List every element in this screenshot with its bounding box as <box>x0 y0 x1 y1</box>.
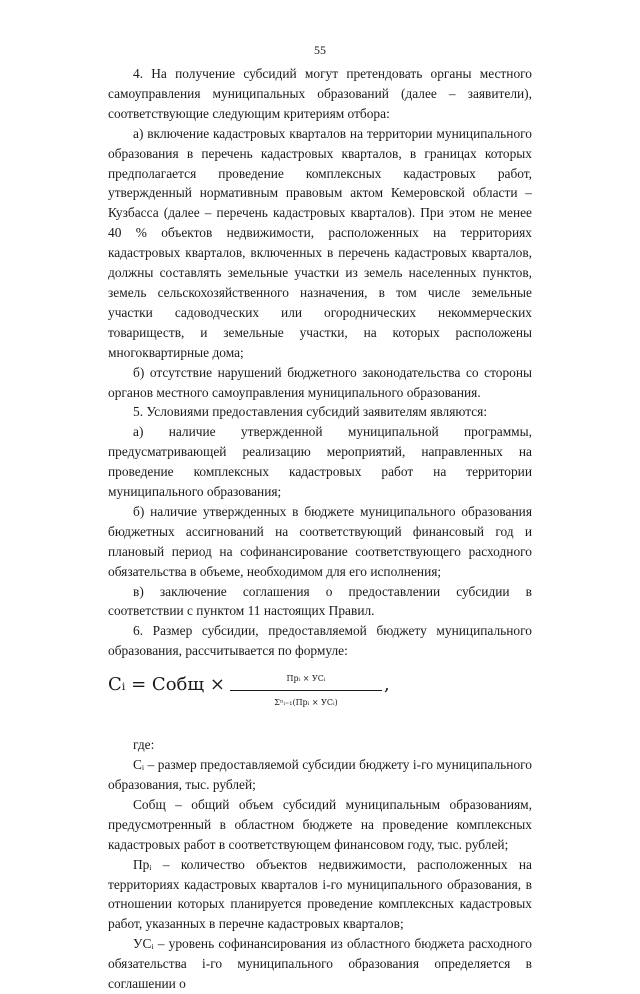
paragraph-5: 5. Условиями предоставления субсидий заявителям являются: <box>133 404 488 420</box>
document-body <box>108 64 532 994</box>
paragraph-5a: а) наличие утвержденной муниципальной программы, предусматривающей реализацию мероприятий, направленных на проведение комплексных кадастровых работ на территории муниципального образования; <box>108 424 532 500</box>
formula-lhs: Сᵢ = Собщ × <box>108 674 225 696</box>
formula-numerator: Прᵢ × УСᵢ <box>230 669 382 691</box>
definition-usi: УСᵢ – уровень софинансирования из областного бюджета расходного обязательства i-го муниципального образования определяется в соглашении о <box>108 936 532 992</box>
paragraph-4a: а) включение кадастровых кварталов на территории муниципального образования в перечень кадастровых кварталов, в границах которых предполагается проведение комплексных кадастровых работ, утвержденный нормативным правовым актом Кемеровской области – Кузбасса (далее – перечень кадастровых кварталов). При этом не менее 40 % объектов недвижимости, расположенных на территориях кадастровых кварталов, включенных в перечень кадастровых кварталов, должны составлять земельные участки из земель населенных пунктов, земель сельскохозяйственного назначения, в том числе земельные участки садоводческих или огороднических некоммерческих товариществ, и земельные участки, на которых расположены многоквартирные дома; <box>108 125 532 360</box>
formula-comma: , <box>384 674 390 696</box>
formula-fraction <box>230 669 382 713</box>
paragraph-4b: б) отсутствие нарушений бюджетного законодательства со стороны органов местного самоуправления муниципального образования. <box>108 364 532 400</box>
paragraph-6: 6. Размер субсидии, предоставляемой бюджету муниципального образования, рассчитывается по формуле: <box>108 623 532 659</box>
paragraph-5b: б) наличие утвержденных в бюджете муниципального образования бюджетных ассигнований на соответствующий финансовый год и плановый период на софинансирование соответствующего расходного обязательства в объеме, необходимом для его исполнения; <box>108 503 532 579</box>
page-number: 55 <box>314 43 326 57</box>
formula-denominator: Σⁿᵢ₌₁(Прᵢ × УСᵢ) <box>274 698 338 708</box>
paragraph-5v: в) заключение соглашения о предоставлении субсидии в соответствии с пунктом 11 настоящих Правил. <box>108 583 532 619</box>
definition-ci: Сᵢ – размер предоставляемой субсидии бюджету i-го муниципального образования, тыс. рублей; <box>108 757 532 792</box>
definition-cobsh: Собщ – общий объем субсидий муниципальным образованиям, предусмотренный в областном бюджете на проведение комплексных кадастровых работ в соответствующем финансовом году, тыс. рублей; <box>108 796 532 852</box>
paragraph-4: 4. На получение субсидий могут претендовать органы местного самоуправления муниципальных образований (далее – заявители), соответствующие следующим критериям отбора: <box>108 66 532 121</box>
definition-pri: Прᵢ – количество объектов недвижимости, расположенных на территориях кадастровых кварталов i-го муниципального образования, в отношении которых планируется проведение комплексных кадастровых работ, указанных в перечне кадастровых кварталов; <box>108 856 532 932</box>
where-label: где: <box>133 737 155 753</box>
subsidy-formula <box>108 661 532 727</box>
